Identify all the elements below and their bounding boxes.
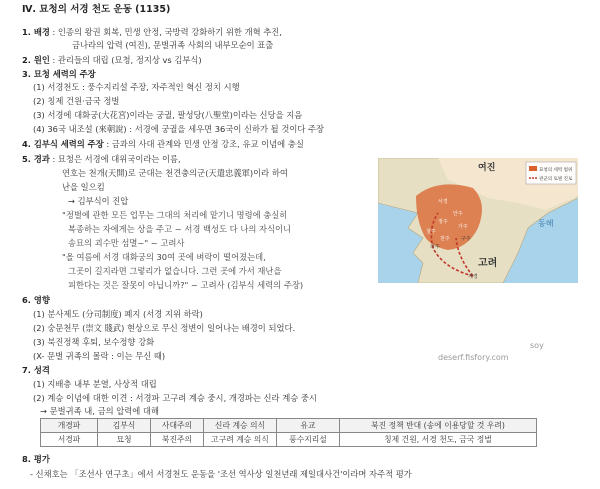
section-8-label: 8. 평가 (22, 454, 50, 464)
legend-rebel: 묘청의 세력 범위 (539, 168, 573, 173)
page-title: Ⅳ. 묘청의 서경 천도 운동 (1135) (22, 4, 171, 15)
place-label: 개경 (468, 274, 478, 280)
section-3-item: (3) 서경에 대화궁(大花宮)이라는 궁궐, 팔성당(八聖堂)이라는 신당을 지음 (33, 110, 303, 120)
section-5-label: 5. 경과 (22, 154, 50, 164)
label-east-sea: 동해 (538, 219, 554, 228)
section-1-text: : 인종의 왕권 회복, 민생 안정, 국방력 강화하기 위한 개혁 추진, (49, 27, 282, 37)
label-goryeo: 고려 (478, 258, 498, 269)
section-4-label: 4. 김부식 세력의 주장 (22, 139, 104, 149)
section-3-item: (4) 36국 내조설 (來朝說) : 서경에 궁궐을 세우면 36국이 신하가 될 것이다 주장 (33, 124, 325, 134)
table-row (41, 419, 537, 433)
quote-line: 그곳이 길지라면 그렇리가 없습니다. 그런 곳에 가서 재난을 (68, 266, 282, 276)
section-5-line: → 김부식이 진압 (68, 196, 129, 206)
place-label: 안주 (453, 211, 463, 217)
legend-swatch-rebel (529, 166, 537, 171)
section-4-text: : 금과의 사대 관계와 민생 안정 강조, 유교 이념에 충실 (103, 139, 304, 149)
section-6-item: (X- 문벌 귀족의 몰락 : 이는 무신 때) (33, 351, 166, 361)
section-2 (22, 55, 202, 66)
section-6-label: 6. 영향 (22, 295, 50, 305)
quote-line: 송묘의 괴수만 섬멸~" ~ 고려사 (68, 238, 185, 248)
section-5-text: : 묘청은 서경에 대위국이라는 이름, (49, 154, 181, 164)
section-2-text: : 관리들의 대립 (묘청, 정지상 vs 김부식) (49, 55, 202, 65)
section-7-label: 7. 성격 (22, 365, 50, 375)
table-cell: 개경파 (41, 419, 98, 433)
section-7-item: (2) 계승 이념에 대한 이견 : 서경파 고구려 계승 중시, 개경파는 신라 계승 중시 (33, 393, 317, 403)
section-5-line: 연호는 천개(天開)로 군대는 천견충의군(天遣忠義軍)이라 하여 (62, 168, 288, 178)
section-3-item: (2) 칭제 건원·금국 정벌 (33, 96, 120, 106)
place-label: 의주 (430, 244, 440, 250)
table-cell: 북진 정책 반대 (송에 이용당할 것 우려) (340, 419, 537, 433)
table-cell: 유교 (277, 419, 340, 433)
place-label: 구주 (461, 236, 471, 242)
comparison-table (40, 418, 537, 447)
section-1-text-2: 금나라의 압력 (여진), 문벌귀족 사회의 내부모순이 표출 (72, 40, 274, 50)
table-cell: 고구려 계승 의식 (204, 433, 277, 447)
table-cell: 북진주의 (151, 433, 204, 447)
table-row (41, 433, 537, 447)
quote-line: "정벌에 관한 모든 업무는 그대의 처리에 맡기니 명령에 충실히 (62, 210, 288, 220)
section-3-label: 3. 묘청 세력의 주장 (22, 69, 96, 79)
table-cell: 서경파 (41, 433, 98, 447)
table-cell: 칭제 건원, 서경 천도, 금국 정벌 (340, 433, 537, 447)
table-cell: 묘청 (98, 433, 151, 447)
section-6-item: (2) 숭문천무 (崇文 賤武) 현상으로 무신 정변이 일어나는 배경이 되었다. (33, 323, 296, 333)
watermark-text: deserf.fisfory.com (438, 353, 509, 362)
section-7-item: → 문벌귀족 내, 금의 압력에 대해 (40, 406, 159, 416)
section-1-label: 1. 배경 (22, 27, 50, 37)
section-7-item: (1) 지배층 내부 분열, 사상적 대립 (33, 379, 157, 389)
quote-line: 피한다는 것은 잘못이 아닙니까?" ~ 고려사 (김부식 세력의 주장) (68, 280, 304, 290)
table-cell: 사대주의 (151, 419, 204, 433)
table-cell: 풍수지리설 (277, 433, 340, 447)
place-label: 철주 (426, 229, 436, 235)
historical-map (378, 158, 578, 283)
table-cell: 신라 계승 의식 (204, 419, 277, 433)
section-5-line: 난을 일으킴 (62, 182, 105, 192)
quote-line: 복종하는 자에게는 상을 주고 ~ 서경 백성도 다 나의 자식이니 (68, 224, 292, 234)
section-6-item: (3) 북진정책 후퇴, 보수정향 강화 (33, 337, 155, 347)
place-label: 가주 (458, 224, 468, 230)
section-6-item: (1) 분사제도 (分司制度) 폐지 (서경 지위 하락) (33, 309, 203, 319)
table-cell: 김부식 (98, 419, 151, 433)
section-5 (22, 154, 181, 165)
quote-line: "올 여름에 서경 대화궁의 30여 곳에 벼락이 떨어졌는데, (62, 252, 266, 262)
section-8-text: - 신채호는 「조선사 연구초」에서 서경천도 운동을 '조선 역사상 일천년래 제일대사건'이라며 자주적 평가 (30, 469, 412, 479)
section-1 (22, 27, 282, 38)
place-label: 서경 (438, 199, 448, 205)
section-3-item: (1) 서경천도 : 풍수지리설 주장, 자주적인 혁신 정치 시행 (33, 82, 240, 92)
place-label: 천주 (440, 236, 450, 242)
section-2-label: 2. 원인 (22, 55, 50, 65)
place-label: 정주 (438, 219, 448, 225)
label-jurchen: 여진 (478, 163, 496, 173)
legend-route: 관군의 토벌 진로 (539, 177, 573, 182)
watermark-text: soy (530, 341, 544, 350)
section-4 (22, 139, 304, 150)
